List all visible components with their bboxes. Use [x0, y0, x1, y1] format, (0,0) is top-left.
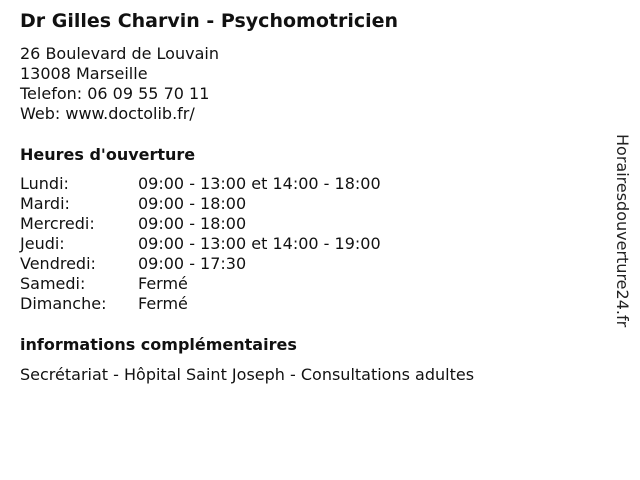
contact-info [20, 44, 219, 124]
phone-number: Telefon: 06 09 55 70 11 [20, 84, 210, 103]
time-value: Fermé [138, 294, 188, 313]
time-value: 09:00 - 18:00 [138, 194, 247, 213]
info-text: Secrétariat - Hôpital Saint Joseph - Consultations adultes [20, 365, 475, 384]
day-label: Mercredi: [20, 214, 95, 233]
website: Web: www.doctolib.fr/ [20, 104, 195, 123]
day-label: Mardi: [20, 194, 70, 213]
time-value: 09:00 - 17:30 [138, 254, 247, 273]
street-address: 26 Boulevard de Louvain [20, 44, 219, 63]
time-value: Fermé [138, 274, 188, 293]
day-label: Lundi: [20, 174, 69, 193]
day-label: Vendredi: [20, 254, 96, 273]
day-label: Dimanche: [20, 294, 107, 313]
watermark-text: Horairesdouverture24.fr [613, 134, 632, 328]
day-label: Jeudi: [20, 234, 65, 253]
time-value: 09:00 - 13:00 et 14:00 - 19:00 [138, 234, 381, 253]
page-title: Dr Gilles Charvin - Psychomotricien [20, 10, 399, 32]
hours-heading: Heures d'ouverture [20, 145, 196, 164]
city-address: 13008 Marseille [20, 64, 148, 83]
time-value: 09:00 - 18:00 [138, 214, 247, 233]
day-label: Samedi: [20, 274, 86, 293]
info-heading: informations complémentaires [20, 335, 297, 354]
time-value: 09:00 - 13:00 et 14:00 - 18:00 [138, 174, 381, 193]
